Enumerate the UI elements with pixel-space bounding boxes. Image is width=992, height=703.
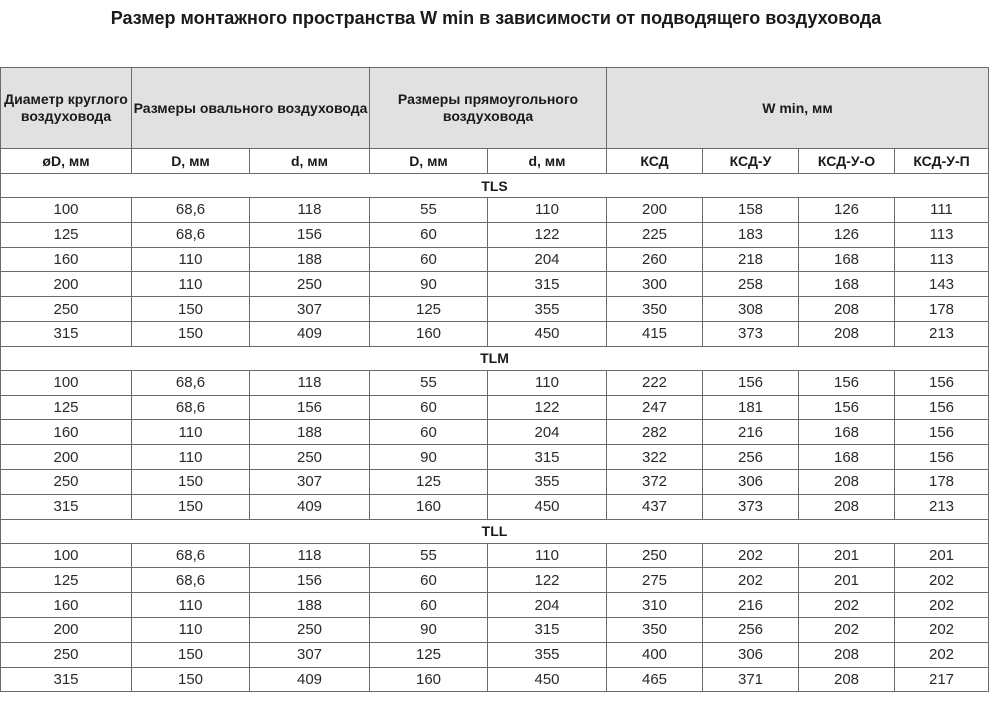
table-cell: 200: [1, 445, 132, 470]
table-cell: 258: [703, 272, 799, 297]
table-cell: 204: [488, 593, 607, 618]
table-cell: 113: [895, 222, 989, 247]
table-row: [1, 469, 989, 494]
table-cell: 68,6: [132, 370, 250, 395]
table-cell: 156: [799, 395, 895, 420]
table-cell: 150: [132, 494, 250, 519]
table-cell: 110: [132, 420, 250, 445]
table-cell: 216: [703, 420, 799, 445]
table-cell: 168: [799, 445, 895, 470]
table-cell: 60: [370, 395, 488, 420]
table-cell: 450: [488, 321, 607, 346]
table-cell: 409: [250, 667, 370, 692]
table-cell: 201: [895, 543, 989, 568]
page-title: Размер монтажного пространства W min в зависимости от подводящего воздуховода: [110, 8, 882, 28]
table-cell: 90: [370, 617, 488, 642]
table-cell: 409: [250, 321, 370, 346]
table-cell: 156: [250, 568, 370, 593]
table-cell: 213: [895, 494, 989, 519]
table-cell: 275: [607, 568, 703, 593]
table-cell: 60: [370, 247, 488, 272]
table-cell: 125: [370, 297, 488, 322]
table-cell: 160: [370, 494, 488, 519]
table-cell: 156: [895, 445, 989, 470]
table-cell: 256: [703, 445, 799, 470]
table-cell: 111: [895, 198, 989, 223]
table-cell: 415: [607, 321, 703, 346]
table-cell: 250: [1, 297, 132, 322]
section-row: [1, 519, 989, 543]
table-cell: 150: [132, 667, 250, 692]
table-cell: 202: [895, 568, 989, 593]
table-cell: 350: [607, 297, 703, 322]
table-cell: 188: [250, 420, 370, 445]
header-row-units: [1, 149, 989, 174]
table-cell: 350: [607, 617, 703, 642]
table-cell: 156: [895, 395, 989, 420]
table-cell: 208: [799, 297, 895, 322]
table-cell: 160: [1, 593, 132, 618]
table-cell: 122: [488, 568, 607, 593]
table-cell: 225: [607, 222, 703, 247]
table-row: [1, 445, 989, 470]
table-cell: 113: [895, 247, 989, 272]
subheader-cell: КСД-У-П: [895, 149, 989, 174]
table-cell: 118: [250, 370, 370, 395]
table-cell: 150: [132, 297, 250, 322]
table-row: [1, 321, 989, 346]
table-cell: 156: [895, 420, 989, 445]
table-cell: 150: [132, 321, 250, 346]
table-cell: 110: [132, 247, 250, 272]
section-row: [1, 174, 989, 198]
table-cell: 55: [370, 543, 488, 568]
table-cell: 201: [799, 543, 895, 568]
table-cell: 355: [488, 642, 607, 667]
subheader-cell: D, мм: [132, 149, 250, 174]
wmin-table: [0, 67, 989, 692]
table-cell: 250: [250, 272, 370, 297]
table-cell: 90: [370, 445, 488, 470]
table-cell: 201: [799, 568, 895, 593]
table-row: [1, 543, 989, 568]
table-cell: 168: [799, 420, 895, 445]
table-cell: 100: [1, 198, 132, 223]
table-cell: 90: [370, 272, 488, 297]
table-cell: 250: [1, 469, 132, 494]
table-cell: 409: [250, 494, 370, 519]
table-row: [1, 593, 989, 618]
table-cell: 202: [703, 568, 799, 593]
subheader-cell: øD, мм: [1, 149, 132, 174]
table-cell: 250: [250, 445, 370, 470]
table-cell: 204: [488, 420, 607, 445]
table-cell: 110: [488, 198, 607, 223]
table-cell: 125: [370, 469, 488, 494]
table-cell: 160: [1, 247, 132, 272]
table-cell: 110: [488, 370, 607, 395]
table-cell: 400: [607, 642, 703, 667]
table-row: [1, 568, 989, 593]
table-row: [1, 297, 989, 322]
table-row: [1, 247, 989, 272]
table-cell: 110: [132, 272, 250, 297]
table-cell: 55: [370, 370, 488, 395]
table-cell: 315: [488, 445, 607, 470]
table-cell: 125: [1, 395, 132, 420]
table-cell: 200: [1, 617, 132, 642]
table-cell: 282: [607, 420, 703, 445]
subheader-cell: КСД: [607, 149, 703, 174]
table-row: [1, 222, 989, 247]
table-cell: 202: [703, 543, 799, 568]
table-cell: 306: [703, 642, 799, 667]
table-cell: 450: [488, 667, 607, 692]
table-cell: 250: [250, 617, 370, 642]
table-cell: 315: [1, 667, 132, 692]
table-cell: 315: [1, 494, 132, 519]
table-cell: 202: [799, 617, 895, 642]
table-row: [1, 617, 989, 642]
table-cell: 218: [703, 247, 799, 272]
table-cell: 118: [250, 198, 370, 223]
table-cell: 110: [488, 543, 607, 568]
table-row: [1, 370, 989, 395]
header-wmin: W min, мм: [607, 68, 989, 149]
table-cell: 118: [250, 543, 370, 568]
table-row: [1, 494, 989, 519]
table-row: [1, 420, 989, 445]
table-cell: 373: [703, 321, 799, 346]
table-cell: 156: [895, 370, 989, 395]
subheader-cell: d, мм: [250, 149, 370, 174]
table-cell: 372: [607, 469, 703, 494]
table-cell: 160: [370, 321, 488, 346]
table-cell: 158: [703, 198, 799, 223]
table-row: [1, 667, 989, 692]
table-cell: 168: [799, 247, 895, 272]
table-cell: 450: [488, 494, 607, 519]
table-cell: 465: [607, 667, 703, 692]
table-cell: 156: [250, 222, 370, 247]
table-cell: 60: [370, 593, 488, 618]
table-cell: 200: [607, 198, 703, 223]
table-cell: 68,6: [132, 198, 250, 223]
table-cell: 55: [370, 198, 488, 223]
table-cell: 204: [488, 247, 607, 272]
table-cell: 122: [488, 222, 607, 247]
table-cell: 125: [1, 568, 132, 593]
table-cell: 202: [895, 593, 989, 618]
table-cell: 208: [799, 469, 895, 494]
header-oval-duct: Размеры овального воздуховода: [132, 68, 370, 149]
table-cell: 222: [607, 370, 703, 395]
table-cell: 256: [703, 617, 799, 642]
table-cell: 373: [703, 494, 799, 519]
section-row: [1, 346, 989, 370]
table-cell: 183: [703, 222, 799, 247]
table-cell: 300: [607, 272, 703, 297]
table-cell: 310: [607, 593, 703, 618]
table-cell: 125: [1, 222, 132, 247]
table-cell: 68,6: [132, 543, 250, 568]
table-cell: 100: [1, 543, 132, 568]
table-cell: 306: [703, 469, 799, 494]
table-cell: 250: [1, 642, 132, 667]
table-cell: 143: [895, 272, 989, 297]
subheader-cell: КСД-У: [703, 149, 799, 174]
table-cell: 260: [607, 247, 703, 272]
table-cell: 150: [132, 469, 250, 494]
table-cell: 315: [488, 617, 607, 642]
table-cell: 371: [703, 667, 799, 692]
table-cell: 168: [799, 272, 895, 297]
table-cell: 100: [1, 370, 132, 395]
table-cell: 126: [799, 198, 895, 223]
table-cell: 200: [1, 272, 132, 297]
table-cell: 68,6: [132, 395, 250, 420]
subheader-cell: КСД-У-О: [799, 149, 895, 174]
table-row: [1, 272, 989, 297]
table-cell: 307: [250, 642, 370, 667]
table-cell: 208: [799, 321, 895, 346]
table-cell: 68,6: [132, 222, 250, 247]
table-cell: 355: [488, 469, 607, 494]
table-body: [1, 174, 989, 692]
table-cell: 315: [1, 321, 132, 346]
table-cell: 250: [607, 543, 703, 568]
table-row: [1, 395, 989, 420]
table-cell: 60: [370, 222, 488, 247]
table-cell: 208: [799, 494, 895, 519]
table-cell: 216: [703, 593, 799, 618]
table-row: [1, 642, 989, 667]
table-cell: 308: [703, 297, 799, 322]
table-cell: 178: [895, 469, 989, 494]
table-cell: 60: [370, 420, 488, 445]
table-cell: 110: [132, 617, 250, 642]
section-label: TLL: [1, 519, 989, 543]
table-cell: 202: [895, 617, 989, 642]
header-row-groups: [1, 68, 989, 149]
table-row: [1, 198, 989, 223]
table-cell: 156: [703, 370, 799, 395]
table-cell: 160: [370, 667, 488, 692]
table-cell: 307: [250, 297, 370, 322]
table-cell: 110: [132, 593, 250, 618]
subheader-cell: d, мм: [488, 149, 607, 174]
table-cell: 202: [799, 593, 895, 618]
section-label: TLM: [1, 346, 989, 370]
table-cell: 213: [895, 321, 989, 346]
table-cell: 110: [132, 445, 250, 470]
table-cell: 188: [250, 593, 370, 618]
header-rect-duct: Размеры прямоугольного воздуховода: [370, 68, 607, 149]
table-cell: 208: [799, 667, 895, 692]
table-cell: 208: [799, 642, 895, 667]
table-cell: 122: [488, 395, 607, 420]
table-cell: 315: [488, 272, 607, 297]
table-cell: 247: [607, 395, 703, 420]
table-cell: 160: [1, 420, 132, 445]
table-cell: 178: [895, 297, 989, 322]
subheader-cell: D, мм: [370, 149, 488, 174]
table-cell: 202: [895, 642, 989, 667]
table-cell: 156: [250, 395, 370, 420]
table-cell: 188: [250, 247, 370, 272]
table-cell: 150: [132, 642, 250, 667]
table-cell: 68,6: [132, 568, 250, 593]
table-cell: 307: [250, 469, 370, 494]
table-cell: 322: [607, 445, 703, 470]
table-cell: 60: [370, 568, 488, 593]
table-cell: 437: [607, 494, 703, 519]
section-label: TLS: [1, 174, 989, 198]
table-cell: 355: [488, 297, 607, 322]
table-cell: 125: [370, 642, 488, 667]
header-round-duct: Диаметр круглого воздуховода: [1, 68, 132, 149]
table-cell: 126: [799, 222, 895, 247]
table-cell: 217: [895, 667, 989, 692]
table-cell: 181: [703, 395, 799, 420]
table-cell: 156: [799, 370, 895, 395]
